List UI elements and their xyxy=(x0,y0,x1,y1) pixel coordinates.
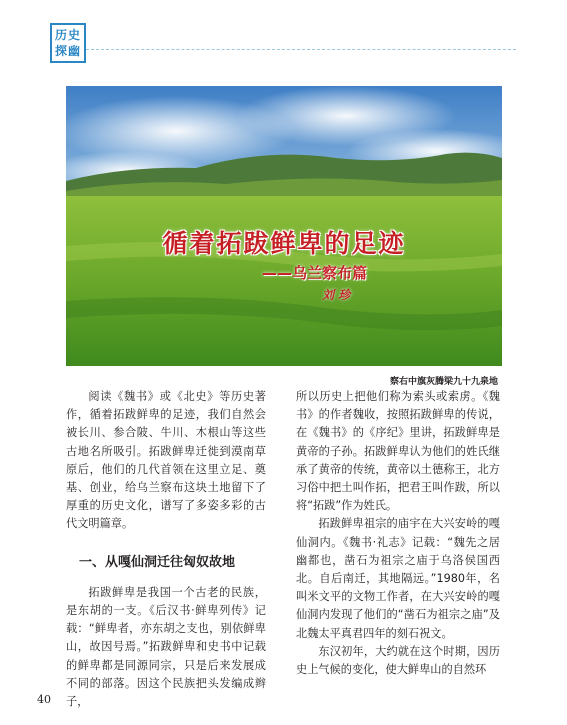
body-paragraph: 阅读《魏书》或《北史》等历史著作，循着拓跋鲜卑的足迹，我们自然会被长川、参合陂、牛川、木根山等这些古地名所吸引。拓跋鲜卑迁徙到漠南草原后，他们的几代首领在这里立足、奠基、创业，给乌兰察布这块土地留下了厚重的历史文化，谱写了多姿多彩的古代文明篇章。 xyxy=(66,390,266,531)
page-number: 40 xyxy=(37,693,51,706)
photo-caption: 察右中旗灰腾梁九十九泉地 xyxy=(389,377,498,387)
section-heading: 一、从嘎仙洞迁往匈奴故地 xyxy=(79,554,236,570)
body-paragraph: 拓跋鲜卑是我国一个古老的民族，是东胡的一支。《后汉书·鲜卑列传》记载：“鲜卑者，亦东胡之支也，别依鲜卑山，故因号焉。”拓跋鲜卑和史书中记载的鲜卑都是同源同宗，只是后来发展成不同的部落。因这个民族把头发编成辫子， xyxy=(66,585,266,709)
article-author: 刘 珍 xyxy=(322,288,351,302)
body-paragraph: 拓跋鲜卑祖宗的庙宇在大兴安岭的嘎仙洞内。《魏书·礼志》记载：“魏先之居幽都也，凿石为祖宗之庙于乌洛侯国西北。自后南迁，其地隔远。”1980年，名叫米文平的文物工作者，在大兴安岭的嘎仙洞内发现了他们的“凿石为祖宗之庙”及北魏太平真君四年的刻石祝文。 xyxy=(296,517,500,640)
article-subtitle: ——乌兰察布篇 xyxy=(262,264,368,282)
column-tag-line-1: 历史 xyxy=(54,28,81,42)
text-column-right xyxy=(296,388,500,679)
body-paragraph: 东汉初年，大约就在这个时期，因历史上气候的变化，使大鲜卑山的自然环 xyxy=(296,644,500,677)
article-title: 循着拓跋鲜卑的足迹 xyxy=(162,229,406,258)
column-tag-line-2: 探幽 xyxy=(54,44,81,58)
column-tag xyxy=(50,23,86,63)
hero-image xyxy=(66,86,502,366)
text-column-left xyxy=(66,388,266,711)
body-paragraph: 所以历史上把他们称为索头或索虏。《魏书》的作者魏收，按照拓跋鲜卑的传说，在《魏书》的《序纪》里讲，拓跋鲜卑是黄帝的子孙。拓跋鲜卑认为他们的姓氏继承了黄帝的传统，黄帝以土德称王，北方习俗中把土叫作拓，把君王叫作跋，所以将“拓跋”作为姓氏。 xyxy=(296,390,500,513)
column-tag-divider xyxy=(86,49,516,50)
